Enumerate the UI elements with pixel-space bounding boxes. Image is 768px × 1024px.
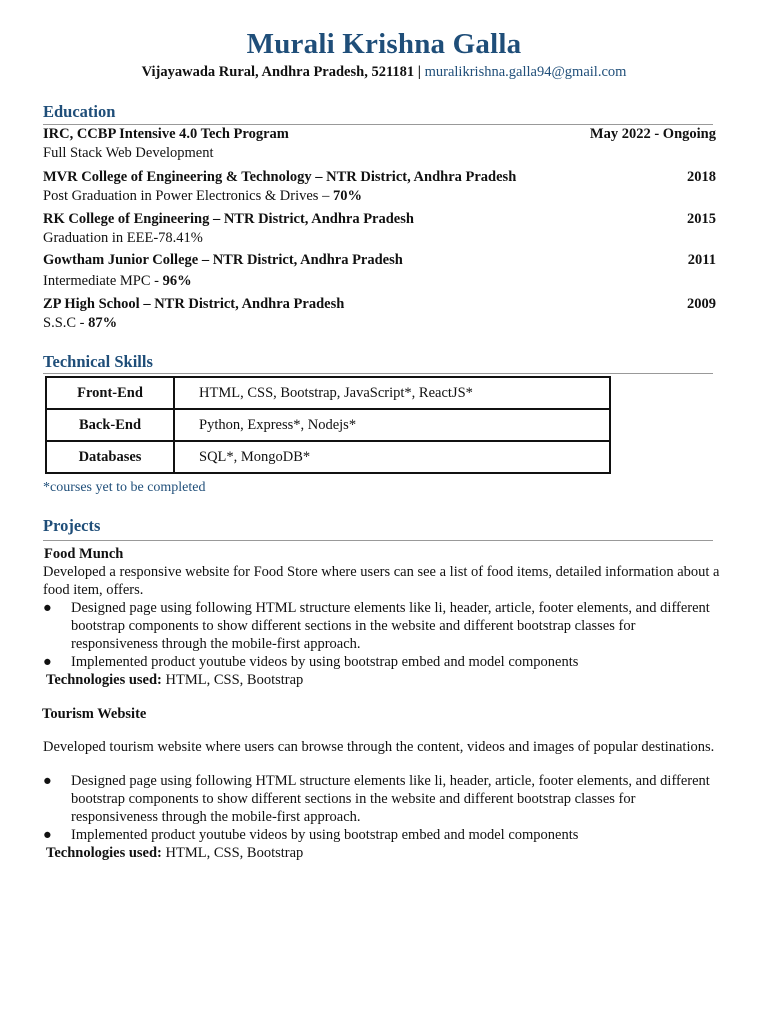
project-points (43, 772, 723, 844)
skill-category: Databases (46, 441, 174, 473)
project-description: Developed a responsive website for Food Store where users can see a list of food items, detailed information about a food item, offers. (43, 564, 720, 598)
skill-items: SQL*, MongoDB* (174, 441, 610, 473)
projects-title: Projects (43, 516, 101, 535)
projects-divider (43, 540, 713, 541)
project-tourism-website (43, 705, 723, 862)
project-description: Developed tourism website where users can browse through the content, videos and images of popular destinations. (43, 739, 715, 755)
score: 96% (162, 273, 192, 289)
table-row (46, 441, 610, 473)
date: May 2022 - Ongoing (589, 126, 716, 142)
education-entry (43, 251, 716, 291)
list-item: ● Designed page using following HTML structure elements like li, header, article, footer elements, and different bootstrap components to show different sections in the website and different bootstrap classes for responsiveness through the mobile-first approach. (43, 773, 710, 825)
bullet-icon: ● (43, 773, 52, 789)
date: 2018 (687, 169, 716, 185)
skill-items: Python, Express*, Nodejs* (174, 409, 610, 441)
education-entry (43, 210, 716, 248)
skills-table (45, 376, 611, 474)
separator: | (417, 64, 421, 80)
detail: Post Graduation in Power Electronics & Drives – (43, 188, 333, 204)
list-item: ● Designed page using following HTML structure elements like li, header, article, footer elements, and different bootstrap components to show different sections in the website and different bootstrap classes for responsiveness through the mobile-first approach. (43, 600, 710, 652)
skills-divider (43, 373, 713, 374)
skills-footnote: *courses yet to be completed (43, 480, 206, 495)
institution: RK College of Engineering – NTR District, Andhra Pradesh (43, 211, 414, 227)
bullet-icon: ● (43, 654, 52, 670)
project-title: Tourism Website (42, 706, 147, 722)
list-item: ● Implemented product youtube videos by using bootstrap embed and model components (43, 827, 579, 843)
institution: Gowtham Junior College – NTR District, Andhra Pradesh (43, 252, 403, 268)
project-title: Food Munch (44, 546, 124, 562)
skill-category: Front-End (46, 377, 174, 409)
institution: MVR College of Engineering & Technology – NTR District, Andhra Pradesh (43, 169, 517, 185)
education-entry (43, 295, 716, 333)
skills-title: Technical Skills (43, 352, 153, 371)
bullet-icon: ● (43, 827, 52, 843)
project-points (43, 599, 723, 671)
bullet-icon: ● (43, 600, 52, 616)
education-entry (43, 125, 716, 163)
score: 70% (332, 188, 362, 204)
institution: ZP High School – NTR District, Andhra Pradesh (43, 296, 345, 312)
table-row (46, 409, 610, 441)
detail: Full Stack Web Development (43, 145, 214, 161)
contact-line (0, 64, 768, 81)
education-title: Education (43, 102, 116, 121)
address: Vijayawada Rural, Andhra Pradesh, 521181 (141, 64, 415, 80)
date: 2011 (687, 252, 716, 268)
skill-items: HTML, CSS, Bootstrap, JavaScript*, ReactJS* (174, 377, 610, 409)
institution: IRC, CCBP Intensive 4.0 Tech Program (43, 126, 289, 142)
table-row (46, 377, 610, 409)
resume-name: Murali Krishna Galla (246, 28, 522, 60)
education-entry (43, 168, 716, 206)
detail: S.S.C - (43, 315, 89, 331)
technologies-used: Technologies used: HTML, CSS, Bootstrap (46, 672, 304, 688)
score: 87% (88, 315, 118, 331)
email-link[interactable]: muralikrishna.galla94@gmail.com (424, 64, 627, 80)
date: 2015 (687, 211, 716, 227)
detail: Intermediate MPC - (43, 273, 163, 289)
list-item: ● Implemented product youtube videos by using bootstrap embed and model components (43, 654, 579, 670)
technologies-used: Technologies used: HTML, CSS, Bootstrap (46, 845, 304, 861)
date: 2009 (687, 296, 716, 312)
skill-category: Back-End (46, 409, 174, 441)
detail: Graduation in EEE-78.41% (43, 230, 203, 246)
project-food-munch (43, 545, 723, 689)
